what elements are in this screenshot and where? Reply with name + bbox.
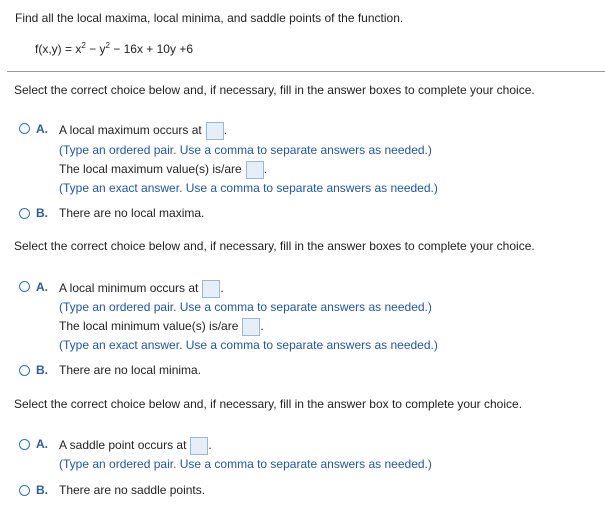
- maxima-location-answer-box[interactable]: [206, 122, 224, 140]
- saddle-choice-a-radio[interactable]: [19, 439, 30, 450]
- minima-choice-b-text: There are no local minima.: [59, 363, 202, 377]
- minima-choice-b-radio[interactable]: [19, 365, 30, 376]
- maxima-choice-b-letter: B.: [36, 206, 48, 220]
- minima-choice-a-line2: The local minimum value(s) is/are .: [59, 318, 264, 336]
- minima-instruction: Select the correct choice below and, if necessary, fill in the answer boxes to complete your choice.: [14, 239, 535, 253]
- function-expression: $f(x,y) = x^2 - y^2 - 16x + 10y +6$: [35, 41, 193, 56]
- saddle-choice-a-note1: (Type an ordered pair. Use a comma to separate answers as needed.): [59, 457, 432, 471]
- maxima-choice-a-line1: A local maximum occurs at .: [59, 122, 227, 140]
- saddle-choice-a-letter: A.: [36, 437, 48, 451]
- saddle-location-answer-box[interactable]: [190, 437, 208, 455]
- minima-choice-a-letter: A.: [36, 280, 48, 294]
- maxima-choice-a-note1: (Type an ordered pair. Use a comma to separate answers as needed.): [59, 143, 432, 157]
- maxima-choice-a-line2: The local maximum value(s) is/are .: [59, 161, 267, 179]
- saddle-instruction: Select the correct choice below and, if necessary, fill in the answer box to complete your choice.: [14, 397, 523, 411]
- minima-choice-a-note2: (Type an exact answer. Use a comma to separate answers as needed.): [59, 338, 438, 352]
- maxima-choice-a-letter: A.: [36, 122, 48, 136]
- maxima-choice-a-radio[interactable]: [19, 123, 30, 134]
- maxima-choice-a-note2: (Type an exact answer. Use a comma to separate answers as needed.): [59, 181, 438, 195]
- minima-location-answer-box[interactable]: [202, 280, 220, 298]
- maxima-choice-b-text: There are no local maxima.: [59, 206, 205, 220]
- minima-choice-a-line1: A local minimum occurs at .: [59, 280, 224, 298]
- minima-choice-a-note1: (Type an ordered pair. Use a comma to separate answers as needed.): [59, 300, 432, 314]
- saddle-choice-a-line1: A saddle point occurs at .: [59, 437, 212, 455]
- minima-choice-a-radio[interactable]: [19, 281, 30, 292]
- divider: [7, 71, 605, 72]
- question-prompt: Find all the local maxima, local minima, and saddle points of the function.: [15, 11, 404, 25]
- maxima-choice-b-radio[interactable]: [19, 208, 30, 219]
- maxima-instruction: Select the correct choice below and, if necessary, fill in the answer boxes to complete your choice.: [14, 83, 535, 97]
- saddle-choice-b-text: There are no saddle points.: [59, 483, 206, 497]
- minima-value-answer-box[interactable]: [242, 318, 260, 336]
- maxima-value-answer-box[interactable]: [246, 161, 264, 179]
- saddle-choice-b-radio[interactable]: [19, 485, 30, 496]
- minima-choice-b-letter: B.: [36, 363, 48, 377]
- saddle-choice-b-letter: B.: [36, 483, 48, 497]
